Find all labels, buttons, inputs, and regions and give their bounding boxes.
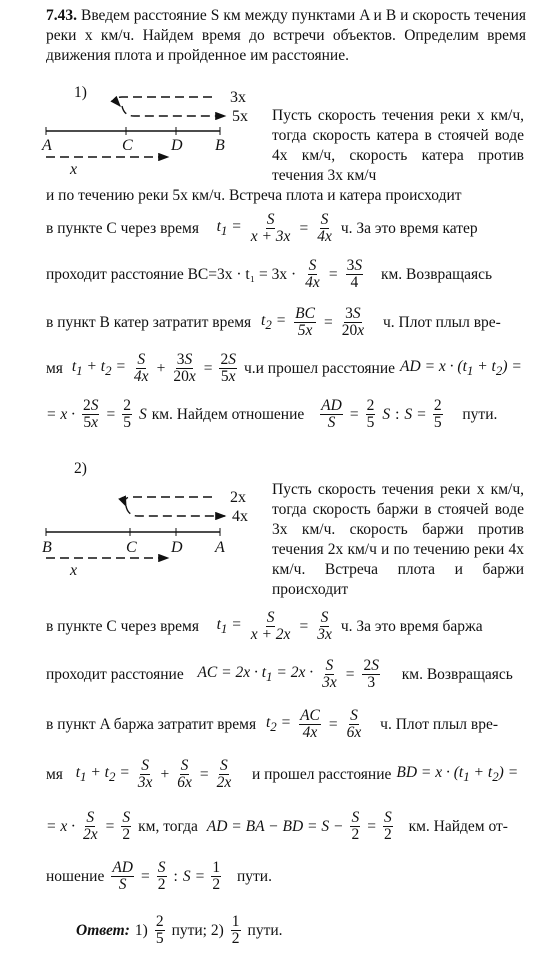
case1-point-b: B bbox=[215, 137, 225, 154]
case2-diagram bbox=[40, 486, 270, 576]
case1-speed-top: 3x bbox=[230, 89, 246, 106]
case2-wrap-text: Пусть скорость течения реки x км/ч, тогда скорость баржи в стоячей воде 3x км/ч. скорость баржи против течения 2x км/ч и по течению реки 4x км/ч. Встреча плота и баржи происходит bbox=[272, 481, 524, 598]
case2-speed-bottom: 4x bbox=[232, 508, 248, 525]
case2-point-b: B bbox=[42, 539, 52, 556]
problem-number: 7.43. bbox=[46, 7, 77, 24]
case1-line6: = x · $\frac{2S}{5x}$ = $\frac{2}{5}$ S км. Найдем отношение $\frac{AD}{S}$ = $\frac{2}{5}$ S : S = $\frac{2}{5}$ пути. bbox=[46, 397, 498, 432]
answer-line: Ответ: 1) $\frac{2}{5}$ пути; 2) $\frac{1}{2}$ пути. bbox=[76, 913, 283, 948]
case2-line5: мя $t_1 + t_2$ = $\frac{S}{3x}$ + $\frac{S}{6x}$ = $\frac{S}{2x}$ и прошел расстояние BD = $x \cdot (t_1 + t_2)$ = bbox=[46, 757, 519, 792]
case2-raft-speed: x bbox=[70, 562, 78, 576]
case2-label: 2) bbox=[74, 460, 87, 477]
problem-intro bbox=[46, 6, 526, 66]
case1-point-a: A bbox=[42, 137, 52, 154]
case1-label: 1) bbox=[74, 84, 87, 101]
case2-line7: ношение $\frac{AD}{S}$ = $\frac{S}{2}$ : S = $\frac{1}{2}$ пути. bbox=[46, 859, 272, 894]
answer-label: Ответ: bbox=[76, 921, 130, 939]
case1-line4: в пункт B катер затратит время $t_2$ = $\frac{BC}{5x}$ = $\frac{3S}{20x}$ ч. Плот плыл вре- bbox=[46, 305, 501, 340]
case1-point-c: C bbox=[122, 137, 133, 154]
case1-point-d: D bbox=[171, 137, 183, 154]
case2-speed-top: 2x bbox=[230, 489, 246, 506]
case1-diagram bbox=[40, 86, 270, 176]
case2-arrow-downstream bbox=[126, 506, 225, 516]
case1-line1: и по течению реки 5x км/ч. Встреча плота и катера происходит bbox=[46, 187, 462, 204]
case1-arrow-upstream bbox=[116, 97, 212, 106]
case1-line3: проходит расстояние BC=3x · t₁ = 3x · $\frac{S}{4x}$ = $\frac{3S}{4}$ км. Возвращаясь bbox=[46, 257, 493, 292]
case1-arrow-downstream bbox=[122, 106, 225, 116]
case2-line6: = x · $\frac{S}{2x}$ = $\frac{S}{2}$ км, тогда AD = BA − BD = S − $\frac{S}{2}$ = $\frac{S}{2}$ км. Найдем от- bbox=[46, 809, 508, 844]
case1-line2: в пункте C через время $t_1$ = $\frac{S}{x + 3x}$ = $\frac{S}{4x}$ ч. За это время катер bbox=[46, 211, 478, 246]
case2-line2: в пункте C через время $t_1$ = $\frac{S}{x + 2x}$ = $\frac{S}{3x}$ ч. За это время баржа bbox=[46, 609, 483, 644]
case2-arrow-upstream bbox=[125, 497, 212, 506]
case2-line4: в пункт A баржа затратит время $t_2$ = $\frac{AC}{4x}$ = $\frac{S}{6x}$ ч. Плот плыл вре- bbox=[46, 707, 499, 742]
case1-speed-bottom: 5x bbox=[232, 108, 248, 125]
problem-intro-text: Введем расстояние S км между пунктами A и B и скорость течения реки x км/ч. Найдем время до встречи объектов. Определим время движения плота и пройденное им расстояние. bbox=[46, 7, 527, 64]
case2-point-c: C bbox=[126, 539, 137, 556]
case2-point-a: A bbox=[215, 539, 225, 556]
case1-line5: мя $t_1 + t_2$ = $\frac{S}{4x}$ + $\frac{3S}{20x}$ = $\frac{2S}{5x}$ ч.и прошел расстояние AD = $x \cdot (t_1 + t_2)$ = bbox=[46, 351, 522, 386]
case1-wrap-text: Пусть скорость течения реки x км/ч, тогда скорость катера в стоячей воде 4x км/ч, скорость катера против течения 3x км/ч bbox=[272, 107, 524, 184]
case1-raft-speed: x bbox=[70, 161, 78, 176]
case2-line3: проходит расстояние AC = $2x \cdot t_1 = 2x$ · $\frac{S}{3x}$ = $\frac{2S}{3}$ км. Возвращаясь bbox=[46, 657, 513, 692]
case2-point-d: D bbox=[171, 539, 183, 556]
